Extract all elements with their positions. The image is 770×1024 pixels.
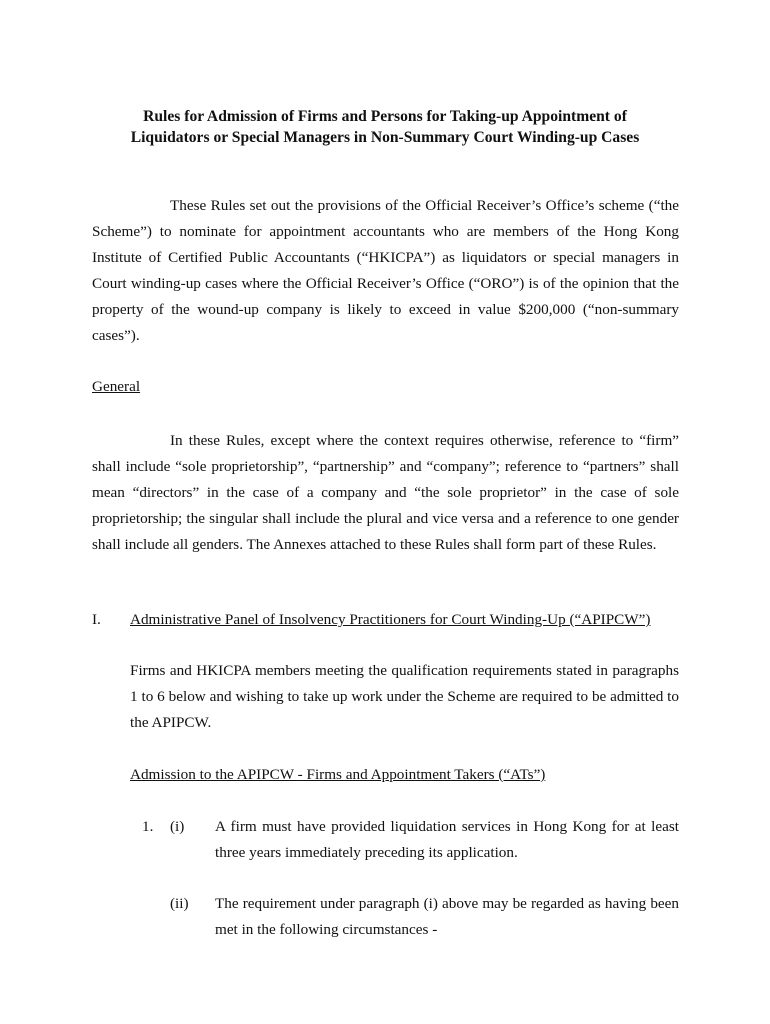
item-number: 1.	[142, 818, 154, 835]
sub-ii-text: The requirement under paragraph (i) above may be regarded as having been met in the following circumstances -	[215, 895, 679, 938]
sub-ii-label: (ii)	[170, 895, 189, 912]
general-paragraph	[92, 428, 679, 558]
admission-subheading: Admission to the APIPCW - Firms and Appointment Takers (“ATs”)	[130, 766, 546, 783]
general-text: In these Rules, except where the context requires otherwise, reference to “firm” shall include “sole proprietorship”, “partnership” and “company”; reference to “partners” shall mean “directors” in the case of a company and “the sole proprietor” in the case of sole proprietorship; the singular shall include the plural and vice versa and a reference to one gender shall include all genders. The Annexes attached to these Rules shall form part of these Rules.	[92, 432, 679, 553]
document-title	[60, 106, 710, 148]
title-line-2: Liquidators or Special Managers in Non-Summary Court Winding-up Cases	[130, 129, 640, 146]
intro-paragraph	[92, 193, 679, 349]
sub-i-text: A firm must have provided liquidation services in Hong Kong for at least three years immediately preceding its application.	[215, 818, 679, 861]
section-number: I.	[92, 611, 101, 628]
section-paragraph: Firms and HKICPA members meeting the qualification requirements stated in paragraphs 1 to 6 below and wishing to take up work under the Scheme are required to be admitted to the APIPCW.	[130, 662, 679, 731]
general-heading: General	[92, 378, 141, 395]
sub-i-label: (i)	[170, 818, 185, 835]
title-line-1: Rules for Admission of Firms and Persons for Taking-up Appointment of	[143, 108, 627, 125]
intro-text: These Rules set out the provisions of the Official Receiver’s Office’s scheme (“the Scheme”) to nominate for appointment accountants who are members of the Hong Kong Institute of Certified Public Accountants (“HKICPA”) as liquidators or special managers in Court winding-up cases where the Official Receiver’s Office (“ORO”) is of the opinion that the property of the wound-up company is likely to exceed in value $200,000 (“non-summary cases”).	[92, 197, 679, 344]
section-heading: Administrative Panel of Insolvency Practitioners for Court Winding-Up (“APIPCW”)	[130, 611, 651, 628]
